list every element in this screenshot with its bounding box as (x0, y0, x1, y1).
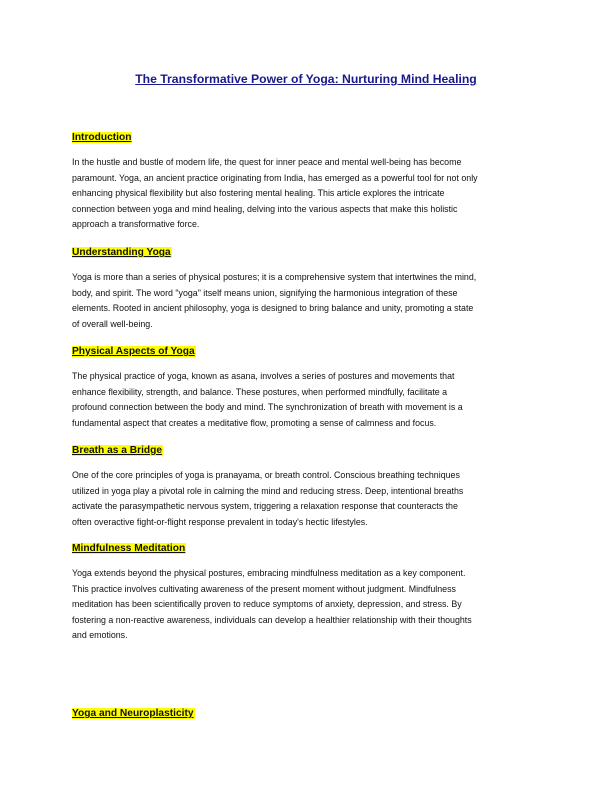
section-paragraph-mindfulness-meditation (72, 566, 472, 644)
paragraph-line: approach a transformative force. (72, 219, 200, 230)
paragraph-line: connection between yoga and mind healing, delving into the various aspects that make this holistic (72, 203, 458, 214)
document-title (0, 72, 612, 86)
paragraph-line: This practice involves cultivating awareness of the present moment without judgment. Mindfulness (72, 583, 456, 594)
paragraph-line: Yoga extends beyond the physical postures, embracing mindfulness meditation as a key component. (72, 568, 466, 578)
section-heading-physical-aspects (72, 345, 196, 358)
section-paragraph-introduction (72, 155, 478, 233)
section-paragraph-breath-as-a-bridge (72, 468, 463, 530)
paragraph-line: In the hustle and bustle of modern life, the quest for inner peace and mental well-being has become (72, 157, 462, 167)
paragraph-line: The physical practice of yoga, known as asana, involves a series of postures and movements that (72, 371, 455, 381)
section-heading-mindfulness-meditation (72, 542, 186, 555)
section-heading-text: Yoga and Neuroplasticity (72, 708, 194, 719)
section-heading-breath-as-a-bridge (72, 444, 163, 457)
section-heading-text: Understanding Yoga (72, 247, 171, 258)
section-heading-introduction (72, 131, 132, 144)
paragraph-line: enhancing physical flexibility but also fostering mental healing. This article explores the intricate (72, 188, 445, 199)
paragraph-line: utilized in yoga play a pivotal role in calming the mind and reducing stress. Deep, intentional breaths (72, 485, 464, 496)
section-paragraph-understanding-yoga (72, 270, 476, 332)
paragraph-line: paramount. Yoga, an ancient practice originating from India, has emerged as a powerful tool for not only (72, 172, 478, 183)
section-heading-understanding-yoga (72, 246, 172, 259)
section-heading-text: Mindfulness Meditation (72, 543, 186, 554)
section-heading-text: Introduction (72, 132, 132, 143)
section-heading-yoga-and-neuroplasticity (72, 707, 195, 720)
paragraph-line: fundamental aspect that creates a meditative flow, promoting a sense of calmness and focus. (72, 417, 437, 428)
section-paragraph-physical-aspects (72, 369, 463, 431)
paragraph-line: and emotions. (72, 630, 128, 641)
paragraph-line: often overactive fight-or-flight response prevalent in today's hectic lifestyles. (72, 516, 368, 527)
paragraph-line: enhance flexibility, strength, and balance. These postures, when performed mindfully, facilitate a (72, 386, 448, 397)
paragraph-line: Yoga is more than a series of physical postures; it is a comprehensive system that intertwines the mind, (72, 272, 477, 282)
section-heading-text: Physical Aspects of Yoga (72, 346, 195, 357)
paragraph-line: fostering a non-reactive awareness, individuals can develop a healthier relationship with their thoughts (72, 614, 472, 625)
section-heading-text: Breath as a Bridge (72, 445, 163, 456)
document-title-text: The Transformative Power of Yoga: Nurturing Mind Healing (135, 72, 477, 86)
paragraph-line: body, and spirit. The word "yoga" itself means union, signifying the harmonious integration of these (72, 287, 458, 298)
paragraph-line: of overall well-being. (72, 318, 153, 329)
paragraph-line: activate the parasympathetic nervous system, triggering a relaxation response that counteracts the (72, 501, 458, 512)
paragraph-line: elements. Rooted in ancient philosophy, yoga is designed to bring balance and unity, promoting a state (72, 303, 474, 314)
paragraph-line: meditation has been scientifically proven to reduce symptoms of anxiety, depression, and stress. By (72, 599, 462, 610)
paragraph-line: profound connection between the body and mind. The synchronization of breath with movement is a (72, 402, 463, 413)
paragraph-line: One of the core principles of yoga is pranayama, or breath control. Conscious breathing techniques (72, 470, 460, 480)
